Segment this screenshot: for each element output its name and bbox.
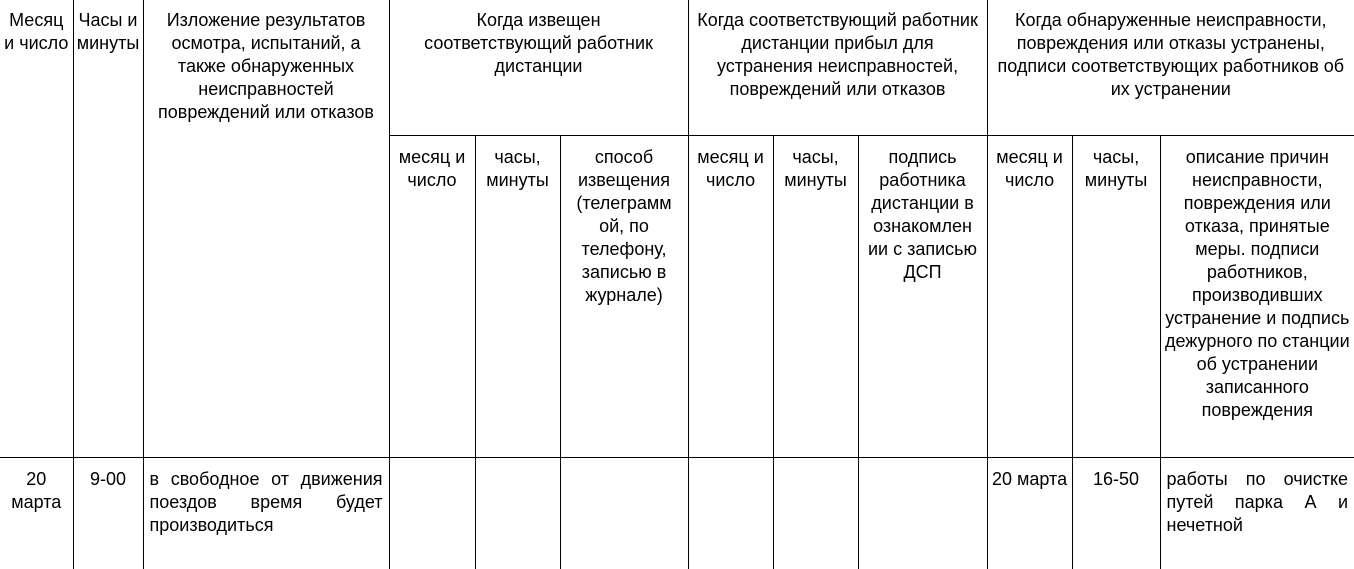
row-fixed-hours-minutes-text: 16-50 xyxy=(1093,468,1140,489)
subheader-notified-method xyxy=(560,135,688,457)
subheader-notified-month-day xyxy=(389,135,475,457)
header-group-arrived xyxy=(688,0,987,135)
row-notified-method xyxy=(560,457,688,569)
row-hours-minutes xyxy=(73,457,143,569)
row-arrived-hours-minutes-text xyxy=(774,458,858,468)
header-group-fixed-text: Когда обнаруженные неисправности, повреждения или отказы устранены, подписи соответствующих работников об их устранении xyxy=(997,10,1345,99)
row-month-day-text: 20 марта xyxy=(11,468,62,512)
row-arrived-signature xyxy=(858,457,987,569)
row-fixed-month-day-text: 20 марта xyxy=(992,468,1068,489)
header-group-fixed xyxy=(987,0,1354,135)
subheader-notified-hours-minutes-text: часы, минуты xyxy=(486,146,549,190)
row-notified-month-day-text xyxy=(390,458,475,468)
row-results xyxy=(143,457,389,569)
header-month-day xyxy=(0,0,73,457)
row-arrived-month-day xyxy=(688,457,773,569)
subheader-fixed-month-day xyxy=(987,135,1072,457)
header-row xyxy=(0,0,1354,135)
row-fixed-hours-minutes xyxy=(1072,457,1160,569)
row-hours-minutes-text: 9-00 xyxy=(89,468,127,489)
subheader-fixed-hours-minutes xyxy=(1072,135,1160,457)
header-results-text: Изложение результатов осмотра, испытаний, а также обнаруженных неисправностей повреждений или отказов xyxy=(158,10,374,122)
header-group-notified xyxy=(389,0,688,135)
subheader-arrived-hours-minutes xyxy=(773,135,858,457)
subheader-notified-method-text: способ извещения (телеграмм ой, по телефону, записью в журнале) xyxy=(576,146,672,305)
table-row xyxy=(0,457,1354,569)
row-arrived-signature-text xyxy=(859,458,987,468)
subheader-fixed-description xyxy=(1160,135,1354,457)
row-notified-method-text xyxy=(561,458,688,468)
row-results-text: в свободное от движения поездов время будет производиться xyxy=(149,468,383,535)
header-group-notified-text: Когда извещен соответствующий работник дистанции xyxy=(424,10,653,76)
row-notified-month-day xyxy=(389,457,475,569)
row-fixed-month-day xyxy=(987,457,1072,569)
subheader-fixed-month-day-text: месяц и число xyxy=(996,146,1063,190)
row-notified-hours-minutes-text xyxy=(476,458,560,468)
header-group-arrived-text: Когда соответствующий работник дистанции прибыл для устранения неисправностей, повреждений или отказов xyxy=(697,10,978,99)
row-notified-hours-minutes xyxy=(475,457,560,569)
subheader-arrived-month-day xyxy=(688,135,773,457)
header-month-day-text: Месяц и число xyxy=(4,10,69,53)
row-arrived-month-day-text xyxy=(689,458,773,468)
row-fixed-description-text: работы по очистке путей парка А и нечетной xyxy=(1166,468,1349,535)
subheader-notified-hours-minutes xyxy=(475,135,560,457)
subheader-arrived-hours-minutes-text: часы, минуты xyxy=(784,146,847,190)
subheader-fixed-description-text: описание причин неисправности, повреждения или отказа, принятые меры. подписи работников, производивших устранение и подпись дежурного по станции об устранении записанного повреждения xyxy=(1164,146,1350,420)
header-hours-minutes xyxy=(73,0,143,457)
row-arrived-hours-minutes xyxy=(773,457,858,569)
subheader-fixed-hours-minutes-text: часы, минуты xyxy=(1084,146,1148,190)
header-results xyxy=(143,0,389,457)
subheader-arrived-signature-text: подпись работника дистанции в ознакомлен ии с записью ДСП xyxy=(868,146,978,282)
subheader-arrived-month-day-text: месяц и число xyxy=(697,146,764,190)
row-fixed-description xyxy=(1160,457,1354,569)
subheader-arrived-signature xyxy=(858,135,987,457)
row-month-day xyxy=(0,457,73,569)
header-hours-minutes-text: Часы и минуты xyxy=(76,10,140,53)
subheader-notified-month-day-text: месяц и число xyxy=(398,146,466,190)
